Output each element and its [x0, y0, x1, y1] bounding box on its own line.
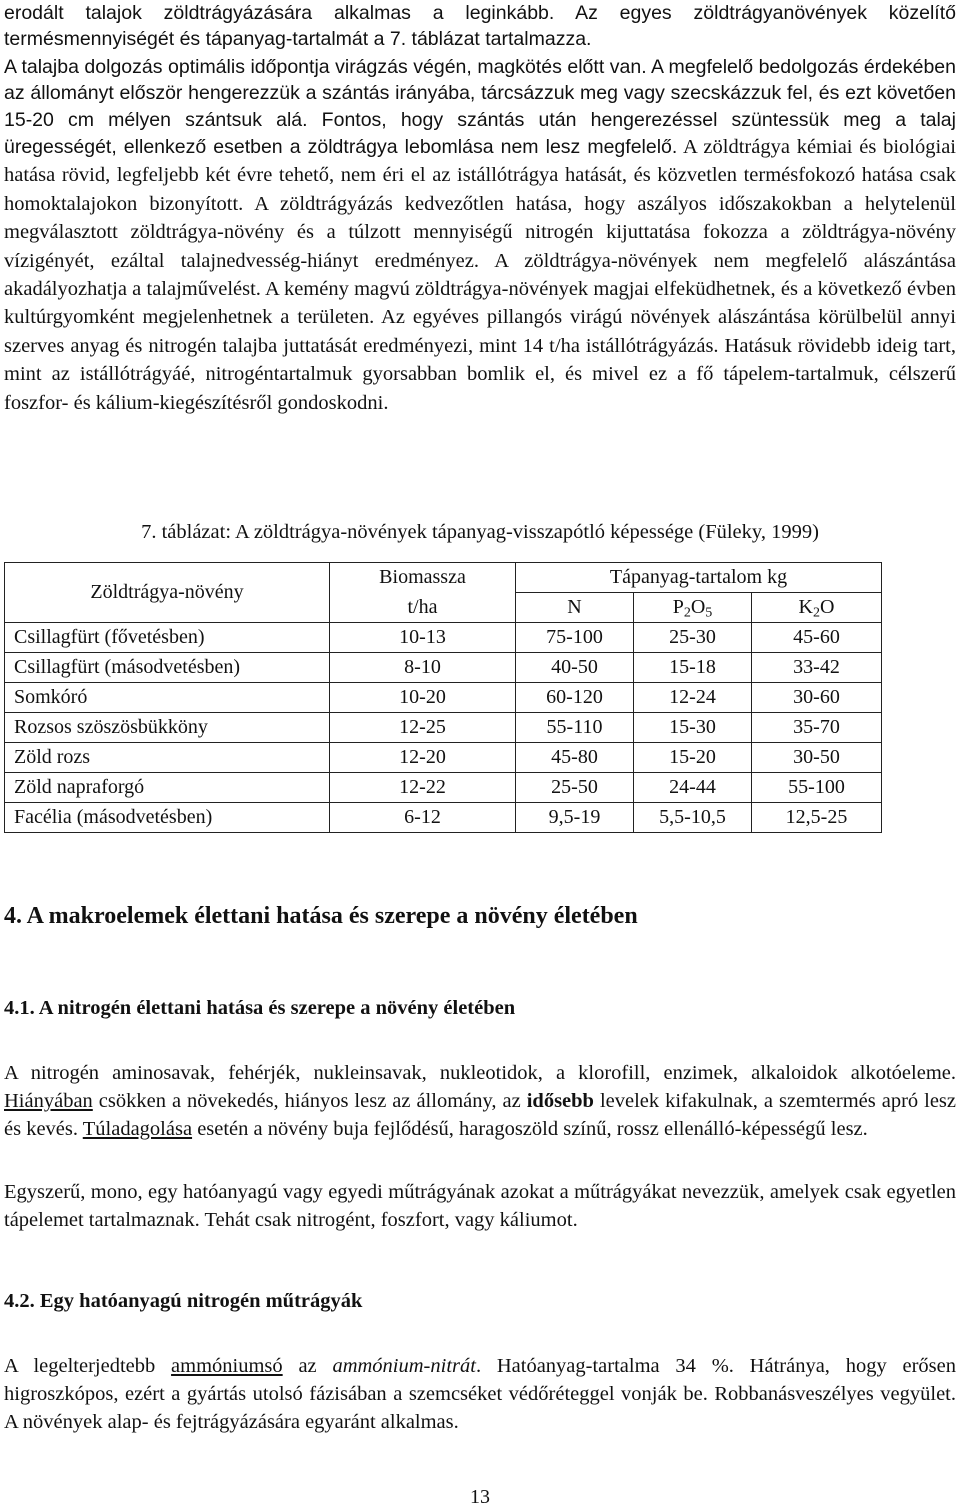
- cell-plant: Facélia (másodvetésben): [5, 803, 330, 833]
- intro-paragraph-2: [4, 54, 956, 417]
- ammonium-nitrate-term: ammónium-nitrát: [332, 1355, 476, 1377]
- cell-k: 55-100: [752, 773, 882, 803]
- cell-plant: Rozsos szöszösbükköny: [5, 713, 330, 743]
- header-plant: Zöldtrágya-növény: [5, 563, 330, 623]
- cell-plant: Csillagfürt (fővetésben): [5, 623, 330, 653]
- cell-p: 25-30: [634, 623, 752, 653]
- intro-paragraph-2-serif: A zöldtrágya kémiai és biológiai hatása rövid, legfeljebb két évre tehető, nem éri el az istállótrágya hatását, és közvetlen termésfokozó hatása csak homoktalajokon bizonyított. A zöldtrágyázás kedvezőtlen hatása, hogy aszályos időszakokban a helytelenül megválasztott zöldtrágya-növény és a túlzott mennyiségű nitrogén kijuttatása fokozza a zöldtrágya-növény vízigényét, ezáltal talajnedvesség-hiányt eredményez. A zöldtrágya-növények nem megfelelő alászántása akadályozhatja a talajművelést. A kemény magvú zöldtrágya-növények magjai elfeküdhetnek, és a következő évben kultúrgyomként megjelenhetnek a területen. Az egyéves pillangós virágú növények alászántása körülbelül annyi szerves anyag és nitrogén talajba juttatását eredményezi, mint 14 t/ha istállótrágyázás. Hatásuk rövidebb ideig tart, mint az istállótrágyáé, nitrogéntartalmuk gyorsabban bomlik el, és mivel ez a fő tápelem-tartalmuk, célszerű foszfor- és kálium-kiegészítésről gondoskodni.: [4, 135, 956, 414]
- table-row: [5, 803, 882, 833]
- cell-p: 24-44: [634, 773, 752, 803]
- cell-p: 12-24: [634, 683, 752, 713]
- cell-plant: Somkóró: [5, 683, 330, 713]
- cell-k: 30-60: [752, 683, 882, 713]
- cell-k: 35-70: [752, 713, 882, 743]
- intro-paragraph-1: erodált talajok zöldtrágyázására alkalmas a leginkább. Az egyes zöldtrágyanövények közelítő termésmennyiségét és tápanyag-tartalmát a 7. táblázat tartalmazza.: [4, 2, 956, 51]
- cell-biomass: 10-13: [330, 623, 516, 653]
- cell-biomass: 12-22: [330, 773, 516, 803]
- cell-k: 12,5-25: [752, 803, 882, 833]
- page-number: 13: [470, 1486, 490, 1508]
- cell-p: 15-30: [634, 713, 752, 743]
- table-row: [5, 623, 882, 653]
- table-header-row-1: [5, 563, 882, 593]
- cell-n: 40-50: [516, 653, 634, 683]
- table-row: [5, 653, 882, 683]
- overdose-term: Túladagolása: [82, 1118, 193, 1141]
- cell-p: 15-20: [634, 743, 752, 773]
- cell-n: 55-110: [516, 713, 634, 743]
- cell-biomass: 6-12: [330, 803, 516, 833]
- cell-biomass: 10-20: [330, 683, 516, 713]
- ammonium-nitrate-paragraph: A legelterjedtebb ammóniumsó az ammónium-nitrát. Hatóanyag-tartalma 34 %. Hátránya, hogy erősen higroszkópos, ezért a gyártás utolsó fázisában a szemcséket védőréteggel vonják be. Robbanásveszélyes vegyület. A növények alap- és fejtrágyázására egyaránt alkalmas.: [4, 1355, 956, 1434]
- cell-plant: Zöld napraforgó: [5, 773, 330, 803]
- table-row: [5, 683, 882, 713]
- cell-n: 45-80: [516, 743, 634, 773]
- cell-plant: Csillagfürt (másodvetésben): [5, 653, 330, 683]
- header-p2o5: $P_2O_5$: [634, 593, 752, 623]
- cell-p: 5,5-10,5: [634, 803, 752, 833]
- section-heading-4-2: 4.2. Egy hatóanyagú nitrogén műtrágyák: [4, 1290, 363, 1312]
- cell-biomass: 12-25: [330, 713, 516, 743]
- single-fertilizer-paragraph: Egyszerű, mono, egy hatóanyagú vagy egyedi műtrágyának azokat a műtrágyákat nevezzük, amelyek csak egyetlen tápelemet tartalmaznak. Tehát csak nitrogént, foszfort, vagy káliumot.: [4, 1181, 956, 1232]
- cell-p: 15-18: [634, 653, 752, 683]
- header-k2o: $K_2O$: [752, 593, 882, 623]
- cell-n: 9,5-19: [516, 803, 634, 833]
- header-biomass: Biomassza: [330, 563, 516, 593]
- table-row: [5, 773, 882, 803]
- older-term: idősebb: [526, 1090, 594, 1113]
- header-biomass-unit: t/ha: [330, 593, 516, 623]
- green-manure-table: [4, 562, 882, 833]
- header-nutrient: Tápanyag-tartalom kg: [516, 563, 882, 593]
- cell-k: 33-42: [752, 653, 882, 683]
- cell-biomass: 8-10: [330, 653, 516, 683]
- ammonium-salt-term: ammóniumsó: [171, 1355, 283, 1377]
- nitrogen-paragraph: A nitrogén aminosavak, fehérjék, nukleinsavak, nukleotidok, a klorofill, enzimek, alkaloidok alkotóeleme. Hiányában csökken a növekedés, hiányos lesz az állomány, az idősebb levelek kifakulnak, a szemtermés apró lesz és kevés. Túladagolása esetén a növény buja fejlődésű, haragoszöld színű, rossz ellenálló-képességű lesz.: [4, 1062, 957, 1141]
- cell-n: 75-100: [516, 623, 634, 653]
- deficiency-term: Hiányában: [4, 1090, 93, 1113]
- cell-k: 30-50: [752, 743, 882, 773]
- section-heading-4-1: 4.1. A nitrogén élettani hatása és szerepe a növény életében: [4, 997, 516, 1019]
- intro-paragraph-2-sans: A talajba dolgozás optimális időpontja virágzás végén, magkötés előtt van. A megfelelő bedolgozás érdekében az állományt először hengerezzük a szántás irányába, tárcsázzuk meg vagy szecskázzuk fel, és ezt követően 15-20 cm mélyen szántsuk alá. Fontos, hogy szántás után hengerezéssel szüntessük meg a talaj üregességét, ellenkező esetben a zöldtrágya lebomlása nem lesz megfelelő.: [4, 56, 956, 158]
- header-n: N: [516, 593, 634, 623]
- cell-n: 25-50: [516, 773, 634, 803]
- table-row: [5, 743, 882, 773]
- cell-n: 60-120: [516, 683, 634, 713]
- section-heading-4: 4. A makroelemek élettani hatása és szerepe a növény életében: [4, 903, 638, 929]
- table-row: [5, 713, 882, 743]
- cell-plant: Zöld rozs: [5, 743, 330, 773]
- cell-biomass: 12-20: [330, 743, 516, 773]
- cell-k: 45-60: [752, 623, 882, 653]
- table-caption: 7. táblázat: A zöldtrágya-növények tápanyag-visszapótló képessége (Füleky, 1999): [141, 521, 819, 543]
